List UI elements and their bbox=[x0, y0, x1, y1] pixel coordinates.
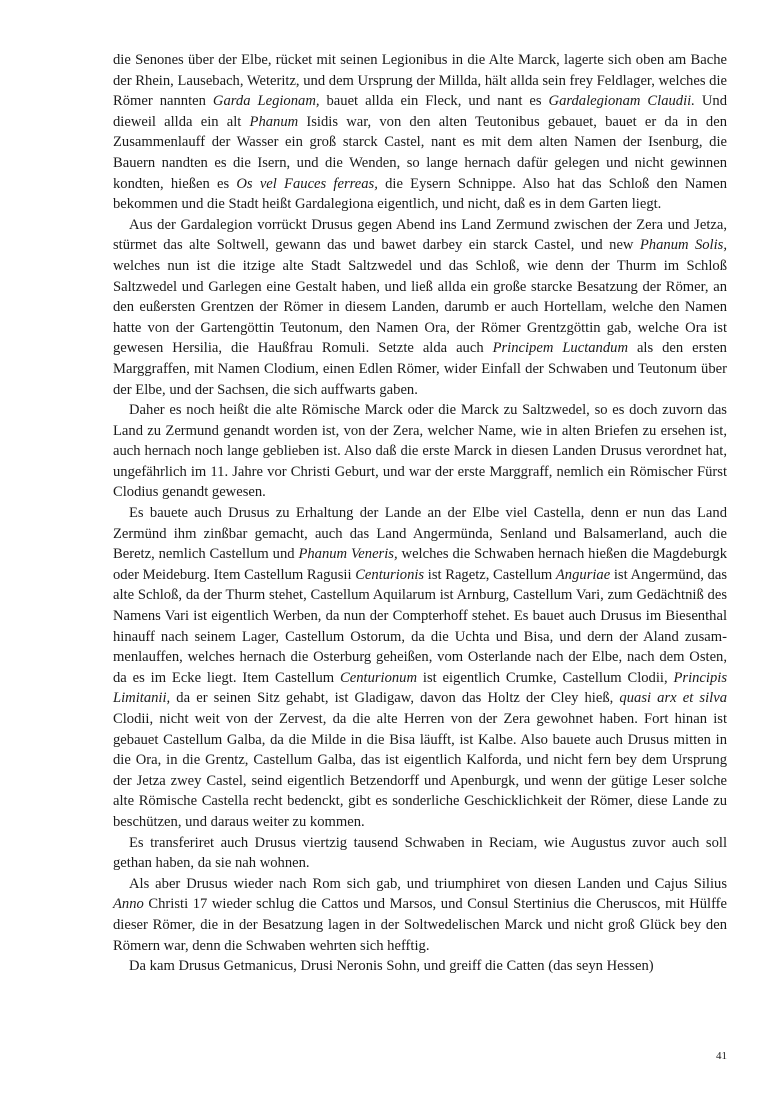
text-run: ist Angermünd, das alte Schloß, da der Thurm stehet, Castellum Aquilarum ist Arnburg, Castellum Vari, zum Gedächtniß des Namens Vari ist eigentlich Werben, da nun der Compterhoff stehet. Es bauet auch Drusus im Biesenthal hinauff nach seinem Lager, Castellum Ostorum, da die Uchta und Bisa, und dern der Aland zusammenlauffen, welches hernach die Osterburg geheißen, vom Osterlande nach der Elbe, nach dem Osten, da es im Ecke liegt. Item Castellum bbox=[113, 566, 728, 686]
text-run: Es transferiret auch Drusus viertzig tausend Schwaben in Reciam, wie Augustus zuvor auch soll gethan haben, da sie nah wohnen. bbox=[113, 834, 727, 872]
text-run: ist eigentlich Crumke, Castellum Clodii, bbox=[417, 669, 674, 686]
body-paragraph bbox=[113, 400, 727, 503]
italic-latin-term: Principem Luctandum bbox=[492, 340, 628, 357]
text-run: Daher es noch heißt die alte Römische Marck oder die Marck zu Saltzwedel, so es doch zuvorn das Land zu Zermund genandt worden ist, von der Zera, welcher Name, wie in alten Briefen zu ersehen ist, auch hernach noch lange geblieben ist. Also daß die erste Marck in diesen Landen Drusus verordnet hat, ungefährlich im 11. Jahre vor Christi Geburt, und war der erste Marggraff, nemlich ein Römischer Fürst Clodius genandt gewesen. bbox=[113, 402, 727, 501]
body-paragraph bbox=[113, 833, 727, 874]
italic-latin-term: Centurionum bbox=[340, 669, 418, 686]
text-run: Da kam Drusus Getmanicus, Drusi Neronis Sohn, und greiff die Catten (das seyn Hessen) bbox=[129, 958, 654, 975]
text-run: ist Ragetz, Castellum bbox=[424, 566, 556, 583]
italic-latin-term: Anguriae bbox=[555, 566, 611, 583]
italic-latin-term: Anno bbox=[113, 896, 144, 913]
text-run: welches nun ist die itzige alte Stadt Saltzwedel und das Schloß, wie denn der Thurm im Schloß Saltzwedel und Garlegen eine Gestalt haben, und ließ allda ein große starcke Besatzung der Römer, an den eußersten Grentzen der Römer in diesem Landen, darumb er auch Hortellam, welche den Namen hatte von der Gartengöttin Teutonum, den Namen Ora, der Römer Grentzgöttin gab, welche Ora ist gewesen Hersilia, die Haußfrau Romuli. Setzte alda auch bbox=[113, 257, 727, 357]
text-run: Isidis war, von den alten Teutonibus gebauet, bauet er da in den Zusammenlauff der Wasser ein groß starck Castel, nant es mit dem alten Namen der Isenburg, die Bauern nandten es die Isern, und die Wenden, so lange hernach dafür gelegen und nicht gewinnen kondten, hießen es bbox=[113, 113, 727, 192]
text-run: Als aber Drusus wieder nach Rom sich gab, und triumphiret von diesen Landen und Cajus Silius bbox=[129, 875, 727, 892]
text-run: die Eysern Schnippe. Also hat das Schloß den Namen bekommen und die Stadt heißt Gardalegiona eigentlich, und nicht, daß es in dem Garten liegt. bbox=[113, 175, 727, 213]
text-run: Und dieweil allda ein alt bbox=[113, 93, 727, 130]
italic-latin-term: Phanum Veneris, bbox=[298, 546, 398, 563]
body-paragraph bbox=[113, 874, 727, 956]
body-paragraph bbox=[113, 215, 727, 400]
italic-latin-term: Os vel Fauces ferreas, bbox=[236, 175, 378, 192]
text-run: Aus der Gardalegion vorrückt Drusus gegen Abend ins Land Zermund zwischen der Zera und Jetza, stürmet das alte Soltwell, gewann das und bawet darbey ein starck Castel, und new bbox=[113, 216, 727, 254]
italic-latin-term: Centurionis bbox=[355, 566, 425, 583]
body-paragraph bbox=[113, 50, 727, 215]
text-run: bauet allda ein Fleck, und nant es bbox=[319, 93, 549, 110]
body-paragraph bbox=[113, 503, 727, 833]
italic-latin-term: Garda Legionam, bbox=[212, 93, 320, 110]
text-run: die Senones über der Elbe, rücket mit seinen Legionibus in die Alte Marck, lagerte sich oben am Bache der Rhein, Lausebach, Weteritz, und dem Ursprung der Millda, hält allda sein frey Feldlager, welches die Römer nannten bbox=[113, 52, 727, 110]
page-body bbox=[113, 50, 727, 977]
text-run: da er seinen Sitz gehabt, ist Gladigaw, davon das Holtz der Cley hieß, bbox=[170, 690, 620, 707]
page-number: 41 bbox=[716, 1050, 727, 1062]
text-run: welches die Schwaben hernach hießen die Magdeburgk oder Meideburg. Item Castellum Ragusii bbox=[113, 546, 728, 583]
text-run: Christi 17 wieder schlug die Cattos und Marsos, und Consul Stertinius die Cheruscos, mit Hülffe dieser Römer, die in der Besatzung lagen in der Soltwedelischen Marck und nicht groß Glück bey den Römern war, denn die Schwaben wehrten sich hefftig. bbox=[113, 896, 727, 954]
body-paragraph bbox=[113, 956, 727, 977]
italic-latin-term: Phanum bbox=[249, 113, 299, 130]
italic-latin-term: Phanum Solis, bbox=[639, 237, 727, 254]
italic-latin-term: quasi arx et silva bbox=[619, 690, 727, 707]
text-run: Es bauete auch Drusus zu Erhaltung der Lande an der Elbe viel Castella, denn er nun das Land Zermünd ihm zinßbar gemacht, auch das Land Angermünda, Senland und Balsamerland, auch die Beretz, nemlich Castellum und bbox=[113, 505, 727, 563]
italic-latin-term: Principis Limitanii, bbox=[113, 669, 727, 707]
text-run: als den ersten Marggraffen, mit Namen Clodium, einen Edlen Römer, wider Einfall der Schwaben und Teutonum über der Elbe, und der Sachsen, die sich auffwarts gaben. bbox=[113, 340, 727, 398]
italic-latin-term: Gardalegionam Claudii. bbox=[548, 93, 695, 110]
text-run: Clodii, nicht weit von der Zervest, da die alte Herren von der Zera gewohnet haben. Fort hinan ist gebauet Castellum Galba, da die Milde in die Bisa läufft, ist Kalbe. Also bauete auch Drusus mitten in die Ora, in die Grentz, Castellum Galba, das ist eigentlich Kalforda, und nicht fern bey dem Ursprung der Jetza zwey Castel, seind eigentlich Betzendorff und Apenburgk, und wenn der gütige Leser solche alte Römische Castella recht bedenckt, gibt es sonderliche Geschicklichkeit der Römer, diese Lande zu beschützen, und daraus weiter zu kommen. bbox=[113, 711, 727, 830]
